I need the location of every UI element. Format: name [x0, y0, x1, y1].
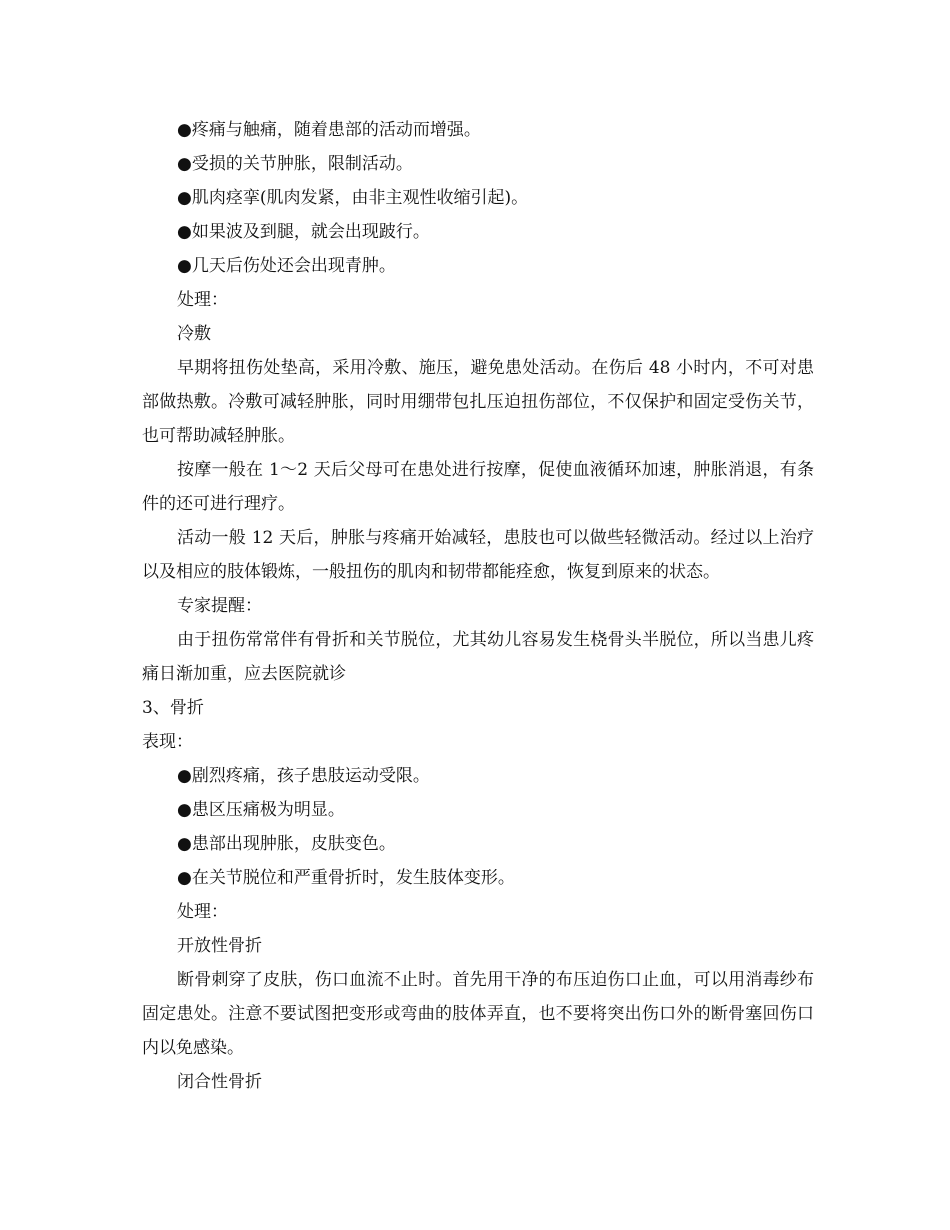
closed-fracture-title: 闭合性骨折	[177, 1072, 262, 1092]
cold-compress-title: 冷敷	[177, 324, 211, 344]
sprain-bullet-limp: ●如果波及到腿，就会出现跛行。	[177, 222, 430, 242]
document-body	[142, 113, 814, 1099]
sprain-treatment-label: 处理：	[177, 290, 228, 310]
fracture-symptoms-label: 表现：	[142, 732, 193, 752]
fracture-bullet-tenderness: ●患区压痛极为明显。	[177, 800, 345, 820]
expert-reminder-label: 专家提醒：	[177, 596, 262, 616]
sprain-bullet-spasm: ●肌肉痉挛(肌肉发紧，由非主观性收缩引起)。	[177, 188, 529, 208]
open-fracture-title: 开放性骨折	[177, 936, 262, 956]
open-fracture-paragraph: 断骨刺穿了皮肤，伤口血流不止时。首先用干净的布压迫伤口止血，可以用消毒纱布固定患处。注意不要试图把变形或弯曲的肢体弄直，也不要将突出伤口外的断骨塞回伤口内以免感染。	[142, 970, 814, 1058]
fracture-bullet-pain: ●剧烈疼痛，孩子患肢运动受限。	[177, 766, 430, 786]
sprain-bullet-swelling: ●受损的关节肿胀，限制活动。	[177, 154, 413, 174]
expert-reminder-paragraph: 由于扭伤常常伴有骨折和关节脱位，尤其幼儿容易发生桡骨头半脱位，所以当患儿疼痛日渐加重，应去医院就诊	[142, 630, 814, 684]
sprain-bullet-bruise: ●几天后伤处还会出现青肿。	[177, 256, 396, 276]
sprain-bullet-pain: ●疼痛与触痛，随着患部的活动而增强。	[177, 120, 481, 140]
fracture-bullet-deformity: ●在关节脱位和严重骨折时，发生肢体变形。	[177, 868, 515, 888]
massage-paragraph: 按摩一般在 1～2 天后父母可在患处进行按摩，促使血液循环加速，肿胀消退，有条件的还可进行理疗。	[142, 460, 814, 514]
cold-compress-paragraph: 早期将扭伤处垫高，采用冷敷、施压，避免患处活动。在伤后 48 小时内，不可对患部做热敷。冷敷可减轻肿胀，同时用绷带包扎压迫扭伤部位，不仅保护和固定受伤关节，也可帮助减轻肿胀。	[142, 358, 814, 446]
fracture-treatment-label: 处理：	[177, 902, 228, 922]
activity-paragraph: 活动一般 12 天后，肿胀与疼痛开始减轻，患肢也可以做些轻微活动。经过以上治疗以及相应的肢体锻炼，一般扭伤的肌肉和韧带都能痊愈，恢复到原来的状态。	[142, 528, 814, 582]
fracture-heading: 3、骨折	[142, 698, 204, 718]
fracture-bullet-swelling: ●患部出现肿胀，皮肤变色。	[177, 834, 396, 854]
